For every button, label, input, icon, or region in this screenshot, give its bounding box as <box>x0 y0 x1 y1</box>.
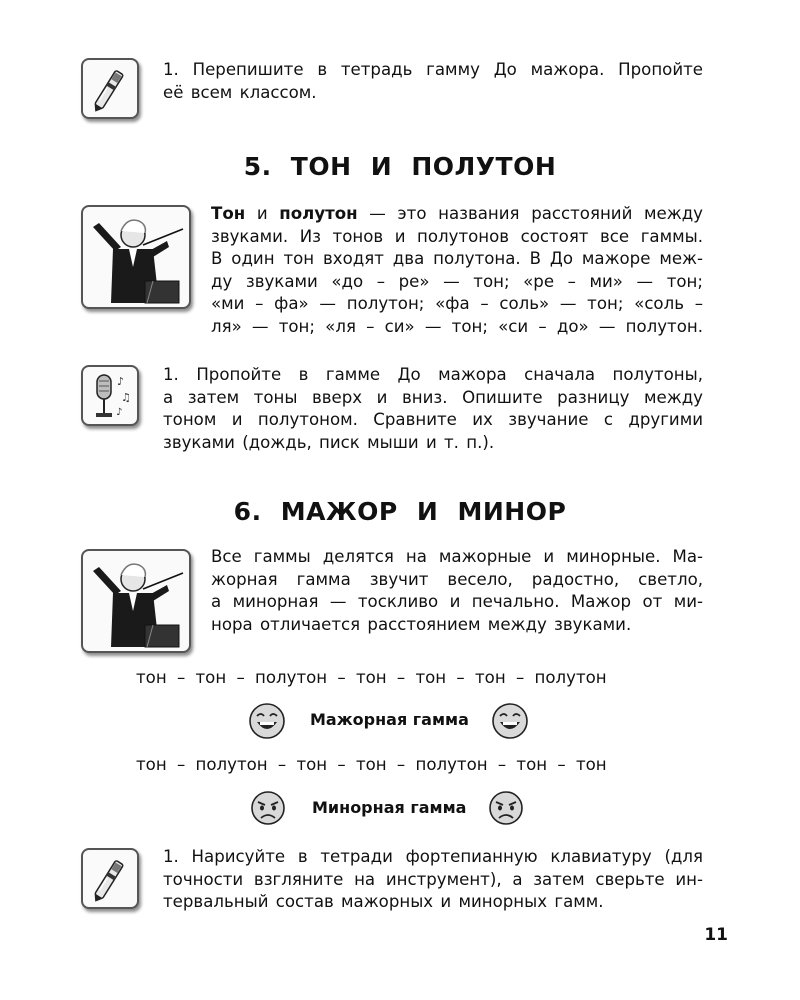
conductor-icon <box>81 205 191 309</box>
section5-line6: ля» — тон; «ля – си» — тон; «си – до» — полутон. <box>211 316 703 336</box>
microphone-icon <box>81 365 139 426</box>
task3-line1: 1. Нарисуйте в тетради фортепианную клавиатуру (для <box>163 847 703 866</box>
task1-text <box>163 59 703 104</box>
section6-line2: жорная гамма звучит весело, радостно, светло, <box>211 569 703 589</box>
svg-text:♪: ♪ <box>117 375 125 388</box>
task3-line2: точности взгляните на инструмент), а затем сверьте ин- <box>163 869 703 889</box>
section6-text <box>211 546 703 636</box>
section5-line2: звуками. Из тонов и полутонов состоят все гаммы. <box>211 226 703 246</box>
section6-line3: а минорная — тоскливо и печально. Мажор от ми- <box>211 592 703 611</box>
task1-line2: её всем классом. <box>163 82 317 102</box>
task2-line3: тоном и полутоном. Сравните их звучание с другими <box>163 410 703 429</box>
major-caption: Мажорная гамма <box>310 710 469 729</box>
section5-text <box>211 203 703 338</box>
section5-line1: Тон и полутон — это названия расстояний между <box>211 204 703 223</box>
task3-line3: тервальный состав мажорных и минорных гамм. <box>163 892 604 911</box>
section5-line3: В один тон входят два полутона. В До мажоре меж- <box>211 249 703 268</box>
section5-line4: ду звуками «до – ре» — тон; «ре – ми» — тон; <box>211 271 703 291</box>
major-scale-pattern: тон – тон – полутон – тон – тон – тон – полутон <box>136 668 607 687</box>
section6-line4: нора отличается расстоянием между звуками. <box>211 614 632 634</box>
task2-line4: звуками (дождь, писк мыши и т. п.). <box>163 432 495 452</box>
conductor-icon <box>81 549 191 653</box>
page-number: 11 <box>704 925 728 945</box>
pen-icon <box>81 848 139 909</box>
task2-text <box>163 364 703 454</box>
svg-text:♫: ♫ <box>121 391 131 404</box>
term-ton: Тон <box>211 204 246 223</box>
task2-line1: 1. Пропойте в гамме До мажора сначала полутоны, <box>163 365 703 384</box>
section5-line5: «ми – фа» — полутон; «фа – соль» — тон; «соль – <box>211 294 703 313</box>
task3-text <box>163 846 703 914</box>
sad-face-icon <box>250 790 286 830</box>
minor-caption: Минорная гамма <box>312 798 467 817</box>
section6-line1: Все гаммы делятся на мажорные и минорные. Ма- <box>211 547 703 566</box>
minor-scale-pattern: тон – полутон – тон – тон – полутон – тон – тон <box>136 755 607 774</box>
term-poluton: полутон <box>279 204 358 223</box>
laughing-face-icon <box>248 702 286 744</box>
section6-title: 6. МАЖОР И МИНОР <box>233 497 567 526</box>
section5-title: 5. ТОН И ПОЛУТОН <box>243 152 557 181</box>
sad-face-icon <box>488 790 524 830</box>
laughing-face-icon <box>491 702 529 744</box>
svg-text:♪: ♪ <box>116 407 123 418</box>
task2-line2: а затем тоны вверх и вниз. Опишите разницу между <box>163 387 703 407</box>
task1-line1: 1. Перепишите в тетрадь гамму До мажора. Пропойте <box>163 60 703 79</box>
pen-icon <box>81 58 139 119</box>
